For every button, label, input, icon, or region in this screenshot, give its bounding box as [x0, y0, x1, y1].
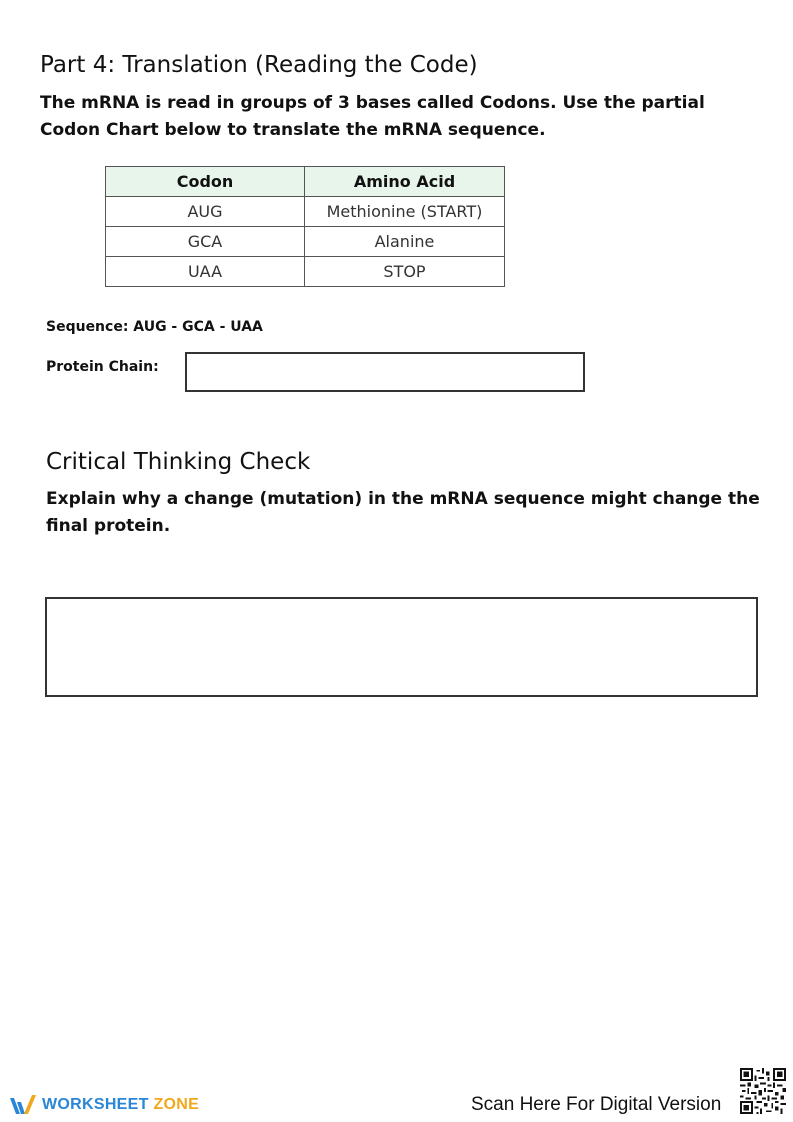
amino-acid-cell: Alanine [305, 227, 505, 257]
explanation-answer-box[interactable] [45, 597, 758, 697]
codon-cell: UAA [106, 257, 305, 287]
scan-digital-version-text: Scan Here For Digital Version [471, 1094, 722, 1115]
column-header-amino-acid: Amino Acid [305, 167, 505, 197]
logo-word-worksheet: WORKSHEET [42, 1096, 149, 1113]
worksheetzone-logo-icon [8, 1092, 38, 1118]
protein-chain-label: Protein Chain: [46, 359, 159, 375]
table-row [106, 227, 505, 257]
codon-cell: AUG [106, 197, 305, 227]
sequence-label: Sequence: AUG - GCA - UAA [46, 319, 263, 335]
critical-thinking-title: Critical Thinking Check [46, 449, 311, 475]
amino-acid-cell: STOP [305, 257, 505, 287]
codon-chart-table [105, 166, 505, 287]
worksheetzone-logo[interactable] [8, 1092, 199, 1118]
logo-text [42, 1096, 199, 1114]
table-row [106, 197, 505, 227]
qr-code-icon[interactable] [740, 1068, 786, 1114]
section-title: Part 4: Translation (Reading the Code) [40, 52, 478, 78]
protein-chain-answer-box[interactable] [185, 352, 585, 392]
table-header-row [106, 167, 505, 197]
critical-thinking-question: Explain why a change (mutation) in the mRNA sequence might change the final protein. [46, 489, 760, 536]
table-row [106, 257, 505, 287]
section-instructions: The mRNA is read in groups of 3 bases called Codons. Use the partial Codon Chart below to translate the mRNA sequence. [40, 93, 705, 140]
codon-cell: GCA [106, 227, 305, 257]
logo-word-zone: ZONE [153, 1096, 200, 1113]
column-header-codon: Codon [106, 167, 305, 197]
amino-acid-cell: Methionine (START) [305, 197, 505, 227]
